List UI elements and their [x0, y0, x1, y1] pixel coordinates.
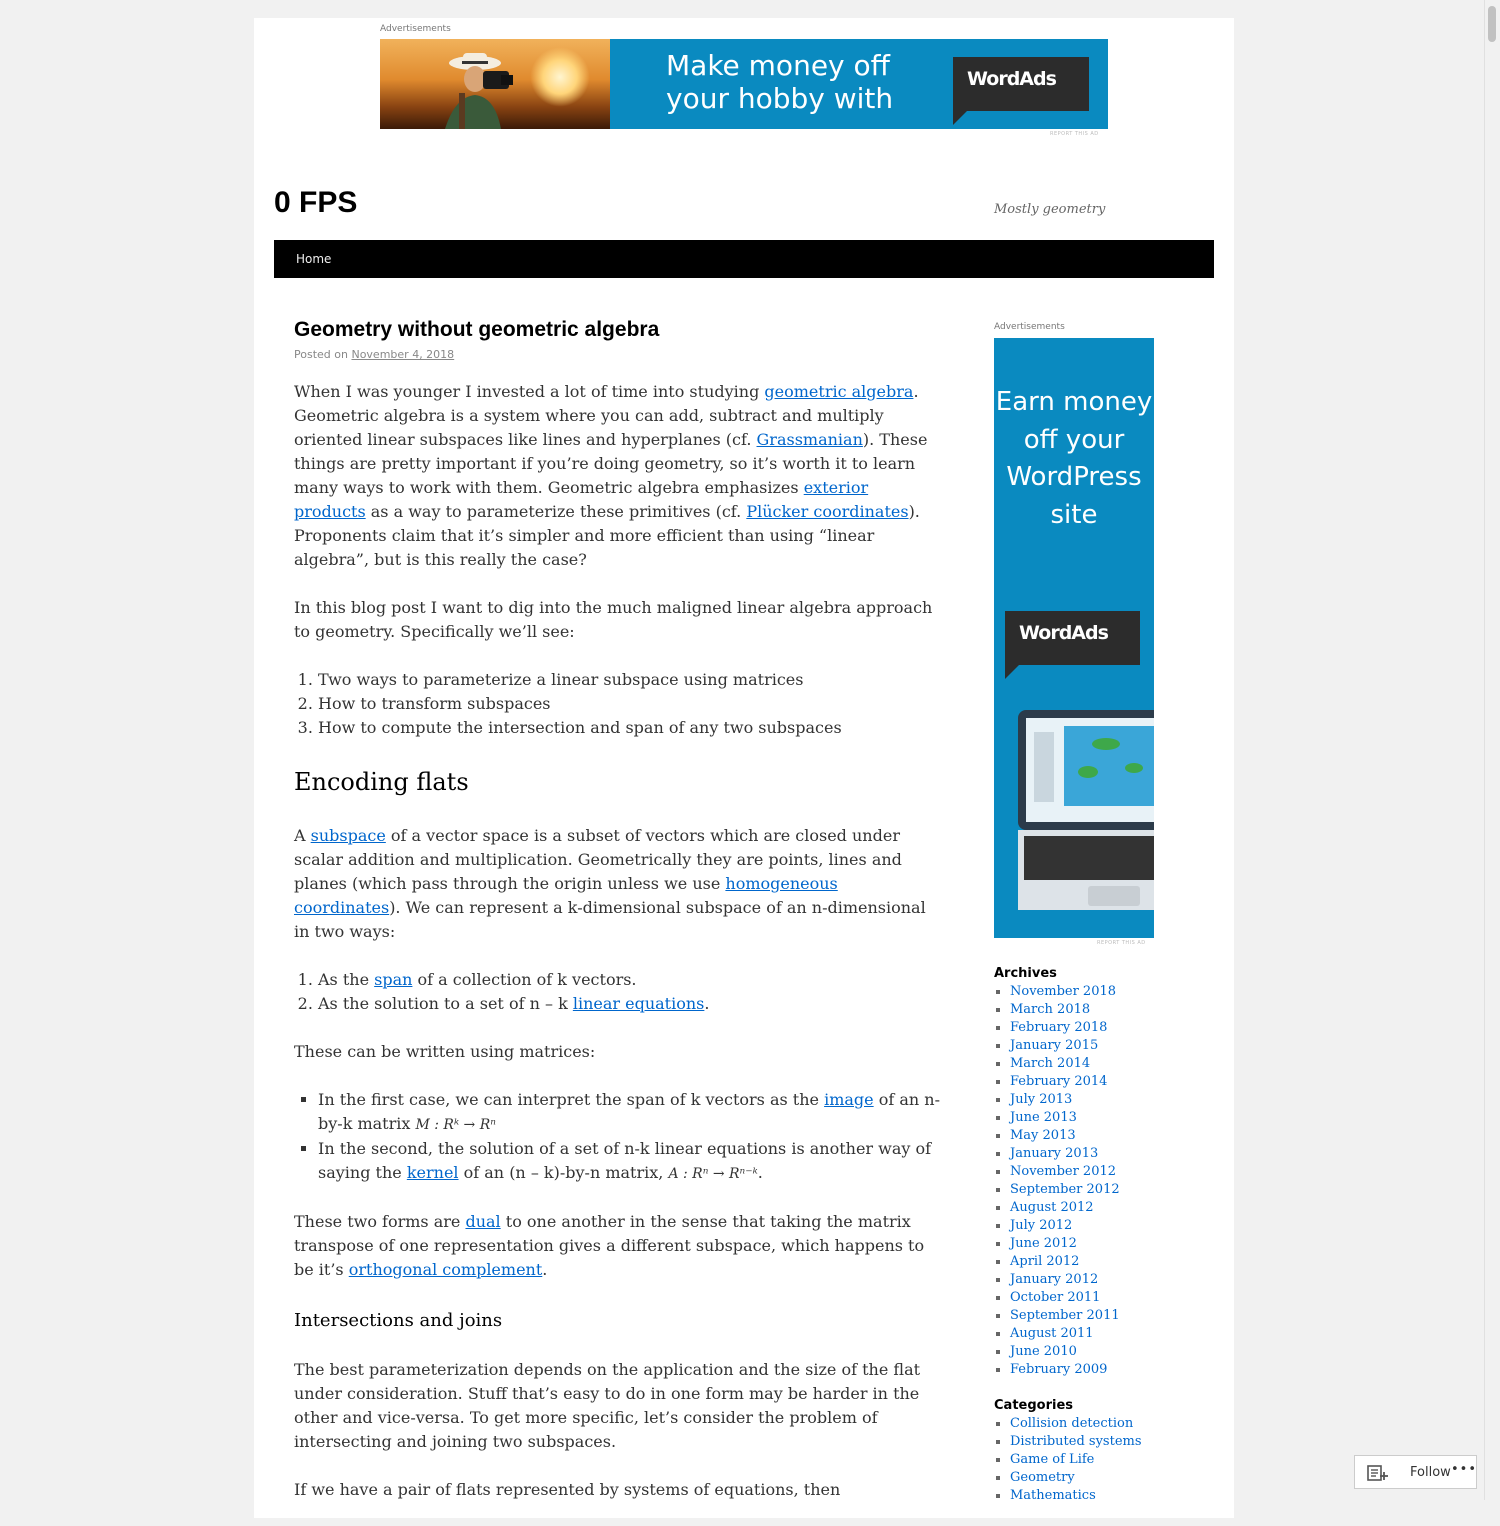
photographer-image — [435, 49, 515, 129]
archive-item — [1010, 1055, 1174, 1073]
archive-link[interactable]: March 2018 — [1010, 1002, 1091, 1017]
more-options-icon[interactable]: ••• — [1451, 1462, 1478, 1477]
archive-link[interactable]: July 2013 — [1010, 1092, 1073, 1107]
link-dual[interactable]: dual — [465, 1212, 501, 1231]
nav-home[interactable]: Home — [296, 252, 332, 266]
link-geometric-algebra[interactable]: geometric algebra — [764, 382, 914, 401]
archive-item — [1010, 983, 1174, 1001]
category-link[interactable]: Distributed systems — [1010, 1434, 1142, 1449]
paragraph: When I was younger I invested a lot of time into studying geometric algebra. Geometric algebra is a system where you can add, subtract and multiply oriented linear subspaces like lines and hyperplanes (cf. Grassmanian). These things are pretty important if you’re doing geometry, so it’s worth it to learn many ways to work with them. Geometric algebra emphasizes exterior products as a way to parameterize these primitives (cf. Plücker coordinates). Proponents claim that it’s simpler and more efficient than using “linear algebra”, but is this really the case? — [294, 382, 928, 569]
archive-item — [1010, 1325, 1174, 1343]
category-item — [1010, 1415, 1174, 1433]
list-item: 2. How to transform subspaces — [318, 692, 944, 716]
archive-link[interactable]: October 2011 — [1010, 1290, 1101, 1305]
site-description: Mostly geometry — [994, 202, 1106, 217]
archive-item — [1010, 1307, 1174, 1325]
archive-link[interactable]: January 2013 — [1010, 1146, 1099, 1161]
ordered-list — [294, 968, 944, 1016]
archive-item — [1010, 1163, 1174, 1181]
scrollbar[interactable] — [1484, 0, 1500, 1500]
archives-widget — [994, 966, 1174, 1379]
categories-title: Categories — [994, 1398, 1074, 1413]
link-kernel[interactable]: kernel — [406, 1163, 459, 1182]
archive-link[interactable]: January 2015 — [1010, 1038, 1099, 1053]
list-item: 1. As the span of a collection of k vectors. — [318, 968, 944, 992]
paragraph: These can be written using matrices: — [294, 1042, 596, 1061]
archive-link[interactable]: February 2009 — [1010, 1362, 1108, 1377]
paragraph: The best parameterization depends on the application and the size of the flat under consideration. Stuff that’s easy to do in one form may be harder in the other and vice-versa. To get more specific, let’s consider the problem of intersecting and joining two subspaces. — [294, 1360, 921, 1451]
ordered-list — [294, 668, 944, 740]
archive-item — [1010, 1073, 1174, 1091]
categories-list — [994, 1415, 1174, 1505]
link-orthogonal-complement[interactable]: orthogonal complement — [348, 1260, 543, 1279]
subsection-heading: Intersections and joins — [294, 1310, 503, 1331]
category-link[interactable]: Collision detection — [1010, 1416, 1134, 1431]
archive-link[interactable]: November 2018 — [1010, 984, 1117, 999]
category-link[interactable]: Game of Life — [1010, 1452, 1095, 1467]
link-image[interactable]: image — [824, 1090, 874, 1109]
category-link[interactable]: Geometry — [1010, 1470, 1075, 1485]
link-linear-equations[interactable]: linear equations — [572, 994, 705, 1013]
section-heading: Encoding flats — [294, 768, 469, 796]
math-formula: M : Rᵏ → Rⁿ — [415, 1117, 496, 1133]
link-span[interactable]: span — [374, 970, 413, 989]
archive-item — [1010, 1091, 1174, 1109]
ad-photo — [380, 39, 610, 129]
archive-item — [1010, 1199, 1174, 1217]
link-plucker-coordinates[interactable]: Plücker coordinates — [746, 502, 909, 521]
link-subspace[interactable]: subspace — [310, 826, 386, 845]
link-grassmanian[interactable]: Grassmanian — [756, 430, 863, 449]
post-title[interactable]: Geometry without geometric algebra — [294, 318, 660, 341]
list-item: ▪ In the first case, we can interpret the span of k vectors as the image of an n-by-k matrix M : Rᵏ → Rⁿ — [318, 1088, 944, 1137]
archive-item — [1010, 1289, 1174, 1307]
paragraph: In this blog post I want to dig into the much maligned linear algebra approach to geometry. Specifically we’ll see: — [294, 598, 933, 641]
archive-link[interactable]: February 2014 — [1010, 1074, 1108, 1089]
archive-item — [1010, 1361, 1174, 1379]
list-item: 2. As the solution to a set of n – k linear equations. — [318, 992, 944, 1016]
laptop-image — [1018, 710, 1154, 910]
sidebar-ad[interactable] — [994, 338, 1154, 938]
archive-item — [1010, 1109, 1174, 1127]
post-date-link[interactable]: November 4, 2018 — [351, 348, 455, 361]
archive-item — [1010, 1235, 1174, 1253]
archive-item — [1010, 1127, 1174, 1145]
list-item: ▪ In the second, the solution of a set of n-k linear equations is another way of saying the kernel of an (n – k)-by-n matrix, A : Rⁿ → Rⁿ⁻ᵏ. — [318, 1137, 944, 1186]
archive-link[interactable]: February 2018 — [1010, 1020, 1108, 1035]
site-title[interactable]: 0 FPS — [274, 186, 358, 219]
archive-item — [1010, 1343, 1174, 1361]
archive-link[interactable]: August 2011 — [1010, 1326, 1094, 1341]
wordads-logo: WordAds — [953, 57, 1089, 111]
report-ad-link[interactable]: REPORT THIS AD — [1050, 131, 1099, 137]
list-item: 3. How to compute the intersection and span of any two subspaces — [318, 716, 944, 740]
paragraph: A subspace of a vector space is a subset of vectors which are closed under scalar addition and multiplication. Geometrically they are points, lines and planes (which pass through the origin unless we use homogeneous coordinates). We can represent a k-dimensional subspace of an n-dimensional in two ways: — [294, 826, 926, 941]
post-meta — [294, 348, 454, 361]
ad-label: Advertisements — [380, 24, 451, 34]
paragraph: These two forms are dual to one another in the sense that taking the matrix transpose of one representation gives a different subspace, which happens to be it’s orthogonal complement. — [294, 1212, 925, 1279]
archive-link[interactable]: June 2012 — [1010, 1236, 1077, 1251]
banner-ad-text: Make money off your hobby with — [666, 49, 894, 115]
categories-widget — [994, 1398, 1174, 1505]
scrollbar-thumb[interactable] — [1488, 6, 1496, 42]
archive-link[interactable]: April 2012 — [1010, 1254, 1080, 1269]
archive-item — [1010, 1253, 1174, 1271]
archive-item — [1010, 1271, 1174, 1289]
math-formula: A : Rⁿ → Rⁿ⁻ᵏ — [668, 1166, 758, 1182]
archive-link[interactable]: September 2011 — [1010, 1308, 1120, 1323]
archive-item — [1010, 1145, 1174, 1163]
archive-item — [1010, 1001, 1174, 1019]
category-item — [1010, 1469, 1174, 1487]
archive-link[interactable]: August 2012 — [1010, 1200, 1094, 1215]
archive-link[interactable]: September 2012 — [1010, 1182, 1120, 1197]
archive-item — [1010, 1181, 1174, 1199]
archive-link[interactable]: June 2010 — [1010, 1344, 1077, 1359]
paragraph: If we have a pair of flats represented by systems of equations, then — [294, 1480, 841, 1499]
category-link[interactable]: Mathematics — [1010, 1488, 1096, 1503]
post-content — [294, 380, 944, 1526]
main-nav — [274, 240, 1214, 278]
archive-link[interactable]: November 2012 — [1010, 1164, 1117, 1179]
sidebar-ad-text: Earn money off your WordPress site — [995, 387, 1153, 530]
list-item: 1. Two ways to parameterize a linear subspace using matrices — [318, 668, 944, 692]
category-item — [1010, 1451, 1174, 1469]
archive-item — [1010, 1217, 1174, 1235]
report-ad-link[interactable]: REPORT THIS AD — [1097, 940, 1146, 946]
bullet-list — [294, 1088, 944, 1186]
archive-link[interactable]: May 2013 — [1010, 1128, 1076, 1143]
archives-list — [994, 983, 1174, 1379]
ad-label: Advertisements — [994, 322, 1065, 332]
follow-label: Follow — [1410, 1465, 1451, 1480]
archives-title: Archives — [994, 966, 1057, 981]
follow-button[interactable] — [1354, 1455, 1477, 1489]
archive-item — [1010, 1037, 1174, 1055]
banner-ad[interactable] — [380, 39, 1108, 129]
archive-link[interactable]: January 2012 — [1010, 1272, 1099, 1287]
archive-link[interactable]: June 2013 — [1010, 1110, 1077, 1125]
category-item — [1010, 1487, 1174, 1505]
follow-icon — [1367, 1464, 1389, 1482]
wordads-logo: WordAds — [1005, 611, 1140, 665]
archive-link[interactable]: March 2014 — [1010, 1056, 1091, 1071]
posted-on-label: Posted on — [294, 348, 348, 361]
archive-item — [1010, 1019, 1174, 1037]
page-wrapper — [254, 18, 1234, 1518]
link-homogeneous-coordinates[interactable]: homogeneous coordinates — [294, 874, 838, 917]
link-exterior-products[interactable]: exterior products — [294, 478, 869, 521]
category-item — [1010, 1433, 1174, 1451]
archive-link[interactable]: July 2012 — [1010, 1218, 1073, 1233]
